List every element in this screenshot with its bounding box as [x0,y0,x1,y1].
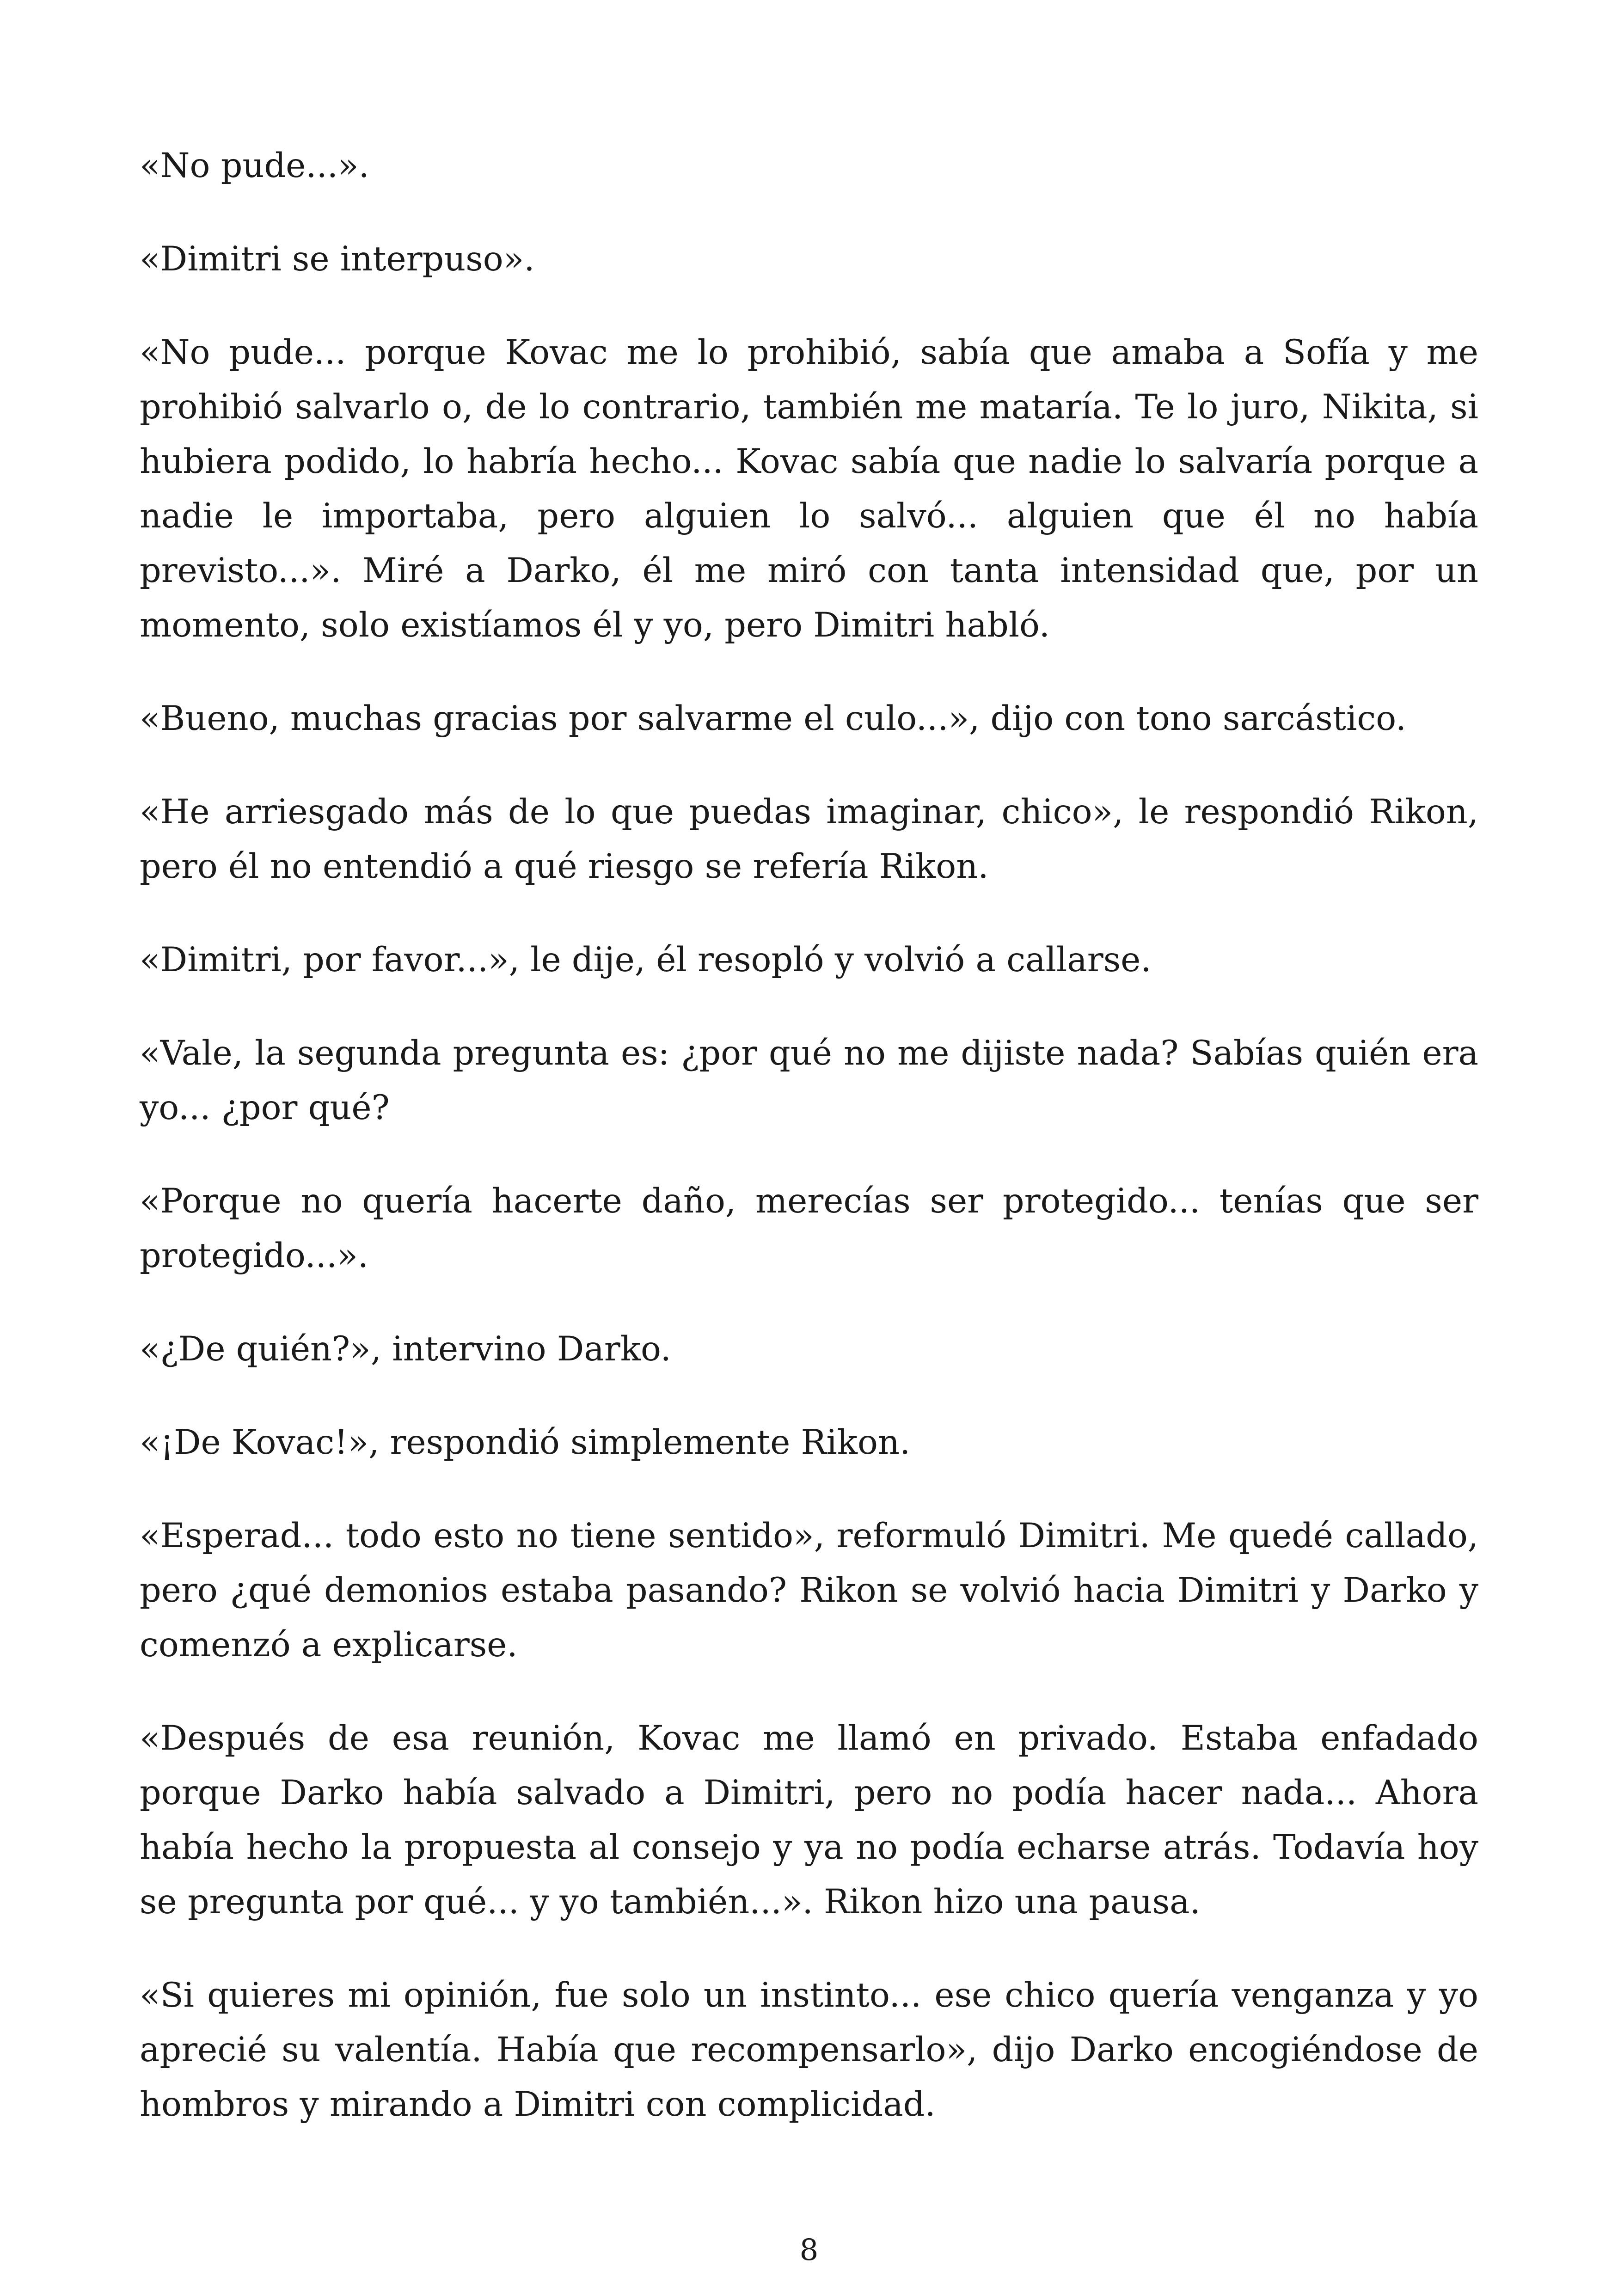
page-number: 8 [799,2233,819,2267]
page-body [140,139,1478,2171]
paragraph: «Porque no quería hacerte daño, merecías ser protegido... tenías que ser protegido...». [140,1182,1478,1275]
paragraph: «Esperad... todo esto no tiene sentido», reformuló Dimitri. Me quedé callado, pero ¿qué demonios estaba pasando? Rikon se volvió hacia Dimitri y Darko y comenzó a explicarse. [140,1516,1478,1665]
paragraph: «No pude...». [140,146,369,185]
paragraph: «¿De quién?», intervino Darko. [140,1329,671,1369]
paragraph: «Después de esa reunión, Kovac me llamó en privado. Estaba enfadado porque Darko había salvado a Dimitri, pero no podía hacer nada... Ahora había hecho la propuesta al consejo y ya no podía echarse atrás. Todavía hoy se pregunta por qué... y yo también...». Rikon hizo una pausa. [140,1719,1478,1922]
paragraph: «Si quieres mi opinión, fue solo un instinto... ese chico quería venganza y yo aprecié su valentía. Había que recompensarlo», dijo Darko encogiéndose de hombros y mirando a Dimitri con complicidad. [140,1976,1478,2124]
paragraph: «Bueno, muchas gracias por salvarme el culo...», dijo con tono sarcástico. [140,699,1407,738]
paragraph: «No pude... porque Kovac me lo prohibió, sabía que amaba a Sofía y me prohibió salvarlo o, de lo contrario, también me mataría. Te lo juro, Nikita, si hubiera podido, lo habría hecho... Kovac sabía que nadie lo salvaría porque a nadie le importaba, pero alguien lo salvó... alguien que él no había previsto...». Miré a Darko, él me miró con tanta intensidad que, por un momento, solo existíamos él y yo, pero Dimitri habló. [140,333,1478,645]
paragraph: «¡De Kovac!», respondió simplemente Rikon. [140,1423,911,1462]
paragraph: «He arriesgado más de lo que puedas imaginar, chico», le respondió Rikon, pero él no entendió a qué riesgo se refería Rikon. [140,792,1478,886]
paragraph: «Vale, la segunda pregunta es: ¿por qué no me dijiste nada? Sabías quién era yo... ¿por qué? [140,1034,1478,1127]
paragraph: «Dimitri, por favor...», le dije, él resopló y volvió a callarse. [140,940,1152,980]
paragraph: «Dimitri se interpuso». [140,239,535,279]
